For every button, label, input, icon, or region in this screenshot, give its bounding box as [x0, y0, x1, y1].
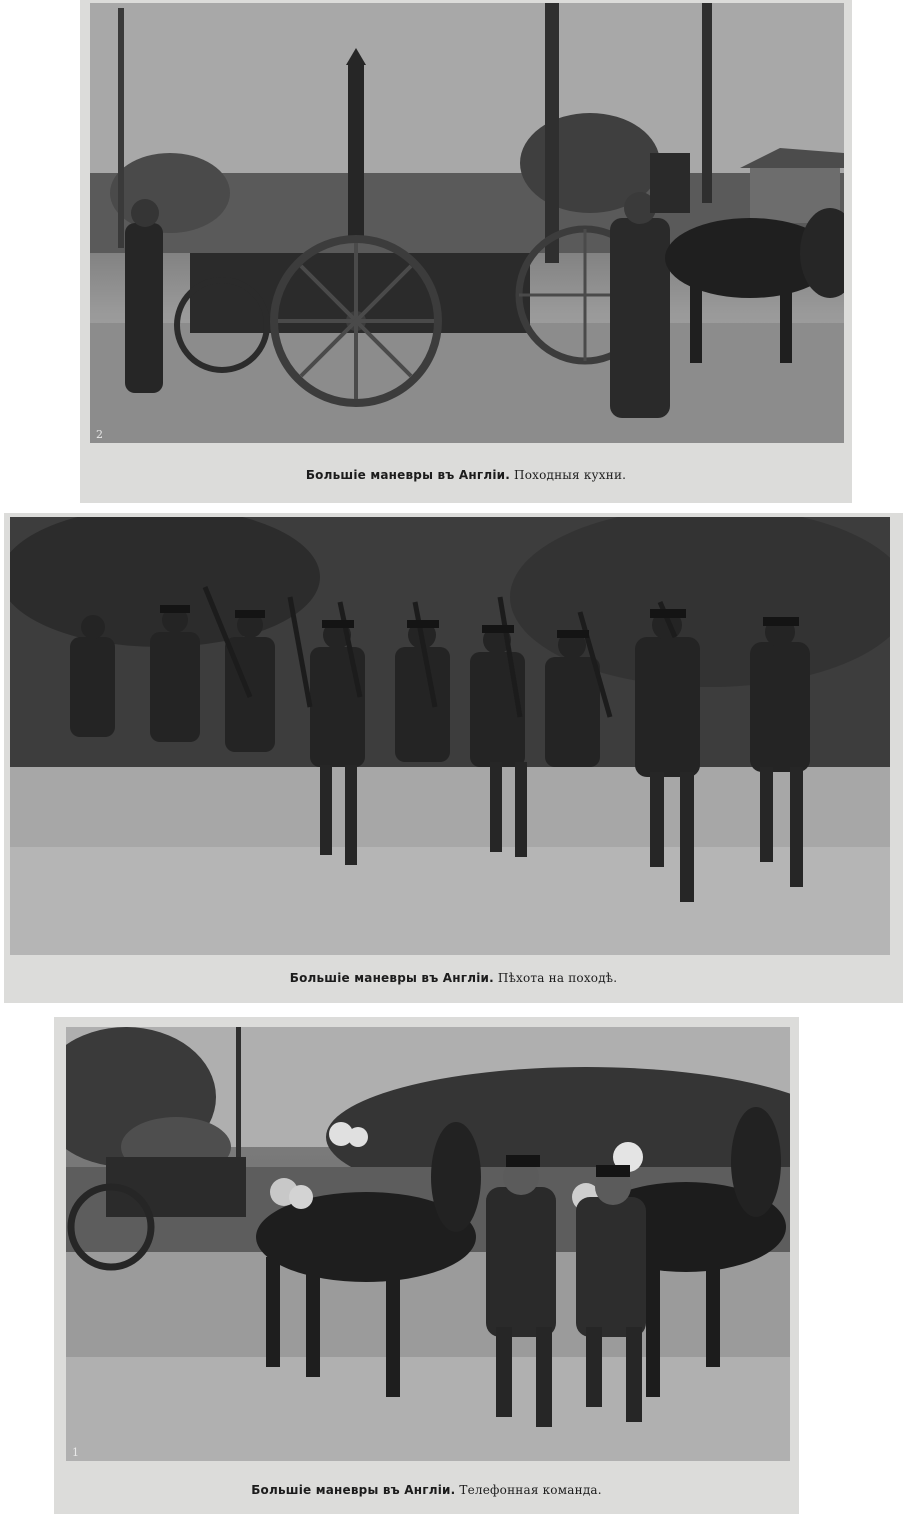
caption-infantry-march — [4, 971, 903, 985]
telephone-team-illustration — [66, 1027, 790, 1461]
field-kitchen-illustration — [90, 3, 844, 443]
caption-title: Большіе маневры въ Англіи. — [305, 468, 511, 482]
plate-number: 2 — [96, 428, 103, 441]
caption-subtitle: Походныя кухни. — [510, 468, 627, 482]
caption-subtitle: Пѣхота на походѣ. — [493, 971, 618, 985]
plate-field-kitchens — [80, 0, 852, 503]
photo-infantry-march — [10, 517, 890, 955]
plate-telephone-team — [54, 1017, 799, 1514]
infantry-illustration — [10, 517, 890, 955]
photo-telephone-team — [66, 1027, 790, 1461]
caption-telephone-team — [54, 1483, 799, 1497]
caption-field-kitchens — [80, 468, 852, 482]
photo-field-kitchens — [90, 3, 844, 443]
plate-infantry-march — [4, 513, 903, 1003]
caption-title: Большіе маневры въ Англіи. — [289, 971, 494, 985]
plate-number: 1 — [72, 1446, 79, 1459]
caption-subtitle: Телефонная команда. — [455, 1483, 602, 1497]
caption-title: Большіе маневры въ Англіи. — [251, 1483, 456, 1497]
